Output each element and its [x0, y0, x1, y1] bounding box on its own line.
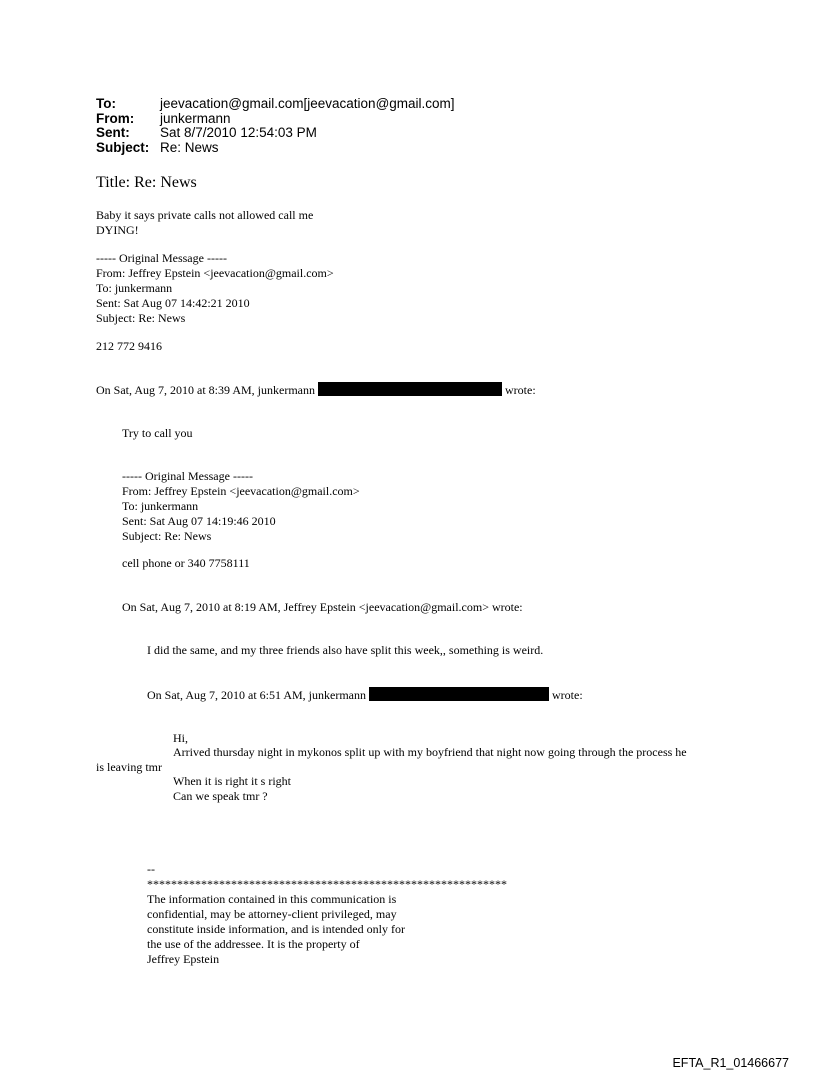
sent-value: Sat 8/7/2010 12:54:03 PM — [160, 125, 317, 140]
original-to: To: junkermann — [122, 499, 199, 513]
header-from-row — [96, 112, 455, 127]
disclaimer-line: constitute inside information, and is intended only for — [147, 922, 405, 936]
message-body-1 — [96, 208, 313, 238]
header-sent-row — [96, 126, 455, 141]
message-body-2: Try to call you — [122, 426, 193, 440]
original-sent: Sent: Sat Aug 07 14:42:21 2010 — [96, 296, 250, 310]
quote-line-1 — [96, 382, 536, 398]
from-value: junkermann — [160, 110, 231, 126]
original-subject: Subject: Re: News — [122, 529, 212, 543]
original-subject: Subject: Re: News — [96, 311, 186, 325]
quote-line-2: On Sat, Aug 7, 2010 at 8:19 AM, Jeffrey Epstein <jeevacation@gmail.com> wrote: — [122, 600, 523, 614]
original-message-2 — [122, 469, 360, 544]
disclaimer-line: The information contained in this communication is — [147, 892, 397, 906]
document-title: Title: Re: News — [96, 174, 197, 191]
message-line: Can we speak tmr ? — [173, 789, 268, 803]
signature-block — [147, 862, 507, 967]
header-to-row — [96, 97, 455, 112]
quote-suffix: wrote: — [505, 383, 536, 397]
sent-label: Sent: — [96, 125, 130, 140]
signature-stars: ************************************************************ — [147, 877, 507, 891]
redaction-bar — [369, 687, 549, 701]
disclaimer-line: the use of the addressee. It is the property of — [147, 937, 360, 951]
redaction-bar — [318, 382, 502, 396]
to-value: jeevacation@gmail.com[jeevacation@gmail.com] — [160, 96, 455, 111]
document-id: EFTA_R1_01466677 — [672, 1056, 789, 1070]
original-from: From: Jeffrey Epstein <jeevacation@gmail.com> — [96, 266, 334, 280]
message-line: When it is right it s right — [173, 774, 291, 788]
message-line: DYING! — [96, 223, 139, 237]
original-from: From: Jeffrey Epstein <jeevacation@gmail.com> — [122, 484, 360, 498]
disclaimer-line: Jeffrey Epstein — [147, 952, 220, 966]
quote-line-3 — [147, 687, 583, 703]
message-body-3: I did the same, and my three friends also have split this week,, something is weird. — [147, 643, 544, 657]
original-body-1: 212 772 9416 — [96, 339, 162, 353]
message-greeting: Hi, — [173, 731, 188, 745]
quote-suffix: wrote: — [552, 688, 583, 702]
message-line: Baby it says private calls not allowed call me — [96, 208, 314, 222]
to-label: To: — [96, 96, 116, 111]
original-message-1 — [96, 251, 334, 326]
header-subject-row — [96, 141, 455, 156]
message-line: Arrived thursday night in mykonos split up with my boyfriend that night now going through the process he — [173, 745, 687, 759]
disclaimer-line: confidential, may be attorney-client privileged, may — [147, 907, 397, 921]
from-label: From: — [96, 110, 135, 126]
original-sent: Sent: Sat Aug 07 14:19:46 2010 — [122, 514, 276, 528]
original-divider: ----- Original Message ----- — [122, 469, 253, 483]
quote-prefix: On Sat, Aug 7, 2010 at 6:51 AM, junkermann — [147, 688, 366, 702]
original-divider: ----- Original Message ----- — [96, 251, 227, 265]
quote-prefix: On Sat, Aug 7, 2010 at 8:39 AM, junkermann — [96, 383, 315, 397]
subject-label: Subject: — [96, 139, 150, 155]
original-to: To: junkermann — [96, 281, 173, 295]
email-header — [96, 97, 455, 155]
signature-dash: -- — [147, 862, 155, 876]
message-line-wrap: is leaving tmr — [96, 760, 162, 774]
subject-value: Re: News — [160, 139, 219, 155]
original-body-2: cell phone or 340 7758111 — [122, 556, 250, 570]
